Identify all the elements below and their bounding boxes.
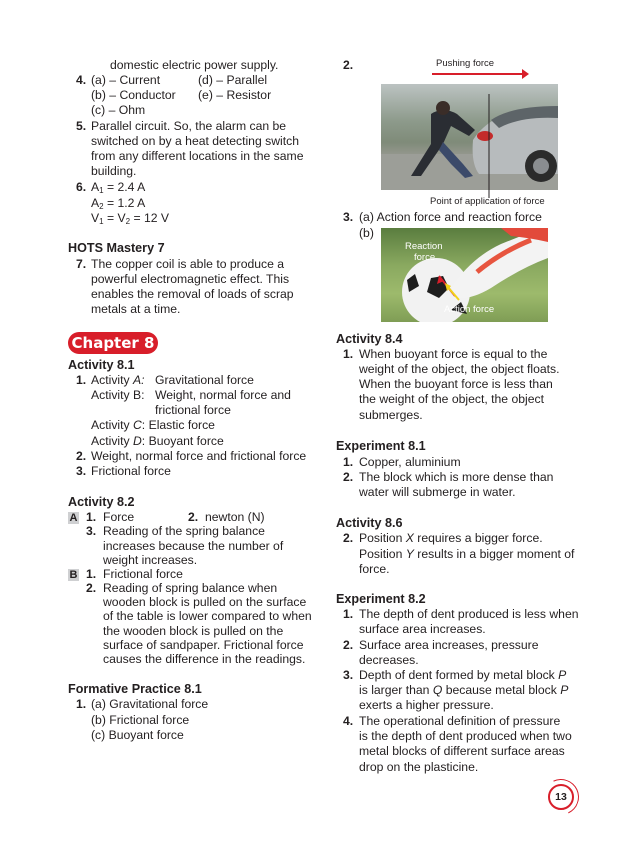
answer-text: Activity D: Buoyant force (91, 434, 224, 448)
item-number: 4. (343, 714, 354, 728)
answer-text: of the table is lower compared to when (103, 609, 312, 623)
item-number: 2. (343, 470, 354, 484)
answer-text: building. (91, 164, 137, 178)
answer-text: surface area increases. (359, 622, 486, 636)
item-number: 1. (343, 347, 354, 361)
equation: $V_1 = V_2 = 12$ V (91, 211, 170, 226)
answer-text: The depth of dent produced is less when (359, 607, 579, 621)
label-reaction-force: Reaction (405, 241, 443, 252)
answer-text: (c) Buoyant force (91, 728, 184, 742)
answer-text: enables the removal of loads of scrap (91, 287, 294, 301)
section-heading: Activity 8.2 (68, 495, 135, 509)
section-heading: Activity 8.4 (336, 332, 403, 346)
answer-text: Reading of the spring balance (103, 524, 265, 538)
answer-text: (a) Gravitational force (91, 697, 209, 711)
item-number: 3. (86, 524, 97, 538)
item-number: 2. (343, 638, 354, 652)
answer-text: Gravitational force (155, 373, 254, 387)
page-number: 13 (548, 784, 574, 810)
item-number: 3. (343, 210, 354, 224)
arrow-right-icon (430, 68, 530, 80)
answer-text: Parallel circuit. So, the alarm can be (91, 119, 287, 133)
answer-text: decreases. (359, 653, 419, 667)
car-push-illustration (381, 84, 558, 190)
answer-text: exerts a higher pressure. (359, 698, 494, 712)
answer-text: (a) Action force and reaction force (359, 210, 542, 224)
equation: $A_2 = 1.2$ A (91, 196, 146, 211)
answer-text: (c) – Ohm (91, 103, 146, 117)
answer-text: The operational definition of pressure (359, 714, 561, 728)
answer-text: surface of sandpaper. Frictional force (103, 638, 304, 652)
answer-text: metal blocks of different surface areas (359, 744, 565, 758)
item-number: 6. (76, 180, 87, 194)
answer-text: Activity C: Elastic force (91, 418, 215, 432)
answer-text: wooden block is pulled on the surface (103, 595, 307, 609)
answer-text: (a) – Current (91, 73, 161, 87)
answer-text: (b) Frictional force (91, 713, 190, 727)
answer-text: (e) – Resistor (198, 88, 272, 102)
answer-text: newton (N) (205, 510, 265, 524)
answer-text: Reading of spring balance when (103, 581, 278, 595)
section-heading: HOTS Mastery 7 (68, 241, 165, 255)
answer-text: (d) – Parallel (198, 73, 268, 87)
text-line: domestic electric power supply. (110, 58, 279, 72)
answer-text: When buoyant force is equal to the (359, 347, 548, 361)
section-heading: Formative Practice 8.1 (68, 682, 202, 696)
item-number: 1. (76, 697, 87, 711)
label-action-force: Action force (444, 304, 495, 315)
item-number: 2. (188, 510, 199, 524)
label-pushing-force: Pushing force (436, 58, 495, 69)
item-number: 3. (76, 464, 87, 478)
answer-text: powerful electromagnetic effect. This (91, 272, 290, 286)
answer-text: Weight, normal force and (155, 388, 291, 402)
answer-text: frictional force (155, 403, 231, 417)
answer-text: Force (103, 510, 135, 524)
answer-text: the wooden block is pulled on the (103, 624, 284, 638)
answer-text: switched on by a heat detecting switch (91, 134, 299, 148)
item-number: 4. (76, 73, 87, 87)
item-number: 2. (343, 58, 354, 72)
answer-text: (b) (359, 226, 374, 240)
chapter-badge: Chapter 8 (68, 332, 158, 354)
box-label-b: B (69, 569, 78, 581)
label-reaction-force-2: force (414, 252, 436, 263)
item-number: 7. (76, 257, 87, 271)
answer-text: Position Y results in a bigger moment of (359, 547, 575, 561)
section-heading: Experiment 8.2 (336, 592, 426, 606)
answer-text: Position X requires a bigger force. (359, 531, 543, 545)
answer-text: Activity A: (91, 373, 145, 387)
item-number: 1. (86, 567, 97, 581)
answer-text: increases because the number of (103, 539, 284, 553)
answer-text: Copper, aluminium (359, 455, 461, 469)
answer-text: Weight, normal force and frictional force (91, 449, 307, 463)
answer-text: metals at a time. (91, 302, 181, 316)
answer-text: The block which is more dense than (359, 470, 554, 484)
label-point-of-application: Point of application of force (430, 196, 545, 207)
answer-text: (b) – Conductor (91, 88, 176, 102)
answer-text: The copper coil is able to produce a (91, 257, 285, 271)
answer-text: Frictional force (103, 567, 183, 581)
answer-text: Activity B: (91, 388, 145, 402)
answer-text: Frictional force (91, 464, 171, 478)
pointer-line (484, 84, 494, 200)
answer-text: When the buoyant force is less than (359, 377, 553, 391)
answer-text: Depth of dent formed by metal block P (359, 668, 567, 682)
answer-text: water will submerge in water. (359, 485, 516, 499)
item-number: 1. (343, 607, 354, 621)
answer-text: the weight of the object, the object (359, 392, 544, 406)
item-number: 1. (343, 455, 354, 469)
car-push-photo (381, 84, 558, 190)
section-heading: Activity 8.1 (68, 358, 135, 372)
answer-text: drop on the plasticine. (359, 760, 479, 774)
item-number: 2. (76, 449, 87, 463)
answer-text: from any different locations in the same (91, 149, 304, 163)
item-number: 3. (343, 668, 354, 682)
section-heading: Experiment 8.1 (336, 439, 426, 453)
answer-text: is larger than Q because metal block P (359, 683, 569, 697)
item-number: 1. (86, 510, 97, 524)
answer-text: force. (359, 562, 390, 576)
answer-text: weight of the object, the object floats. (359, 362, 560, 376)
item-number: 2. (86, 581, 97, 595)
answer-text: Surface area increases, pressure (359, 638, 539, 652)
answer-text: causes the difference in the readings. (103, 652, 306, 666)
equation: $A_1 = 2.4$ A (91, 180, 146, 195)
item-number: 1. (76, 373, 87, 387)
item-number: 2. (343, 531, 354, 545)
answer-text: weight increases. (103, 553, 198, 567)
section-heading: Activity 8.6 (336, 516, 403, 530)
item-number: 5. (76, 119, 87, 133)
answer-text: is the depth of dent produced when two (359, 729, 572, 743)
answer-text: submerges. (359, 408, 423, 422)
box-label-a: A (69, 512, 78, 524)
